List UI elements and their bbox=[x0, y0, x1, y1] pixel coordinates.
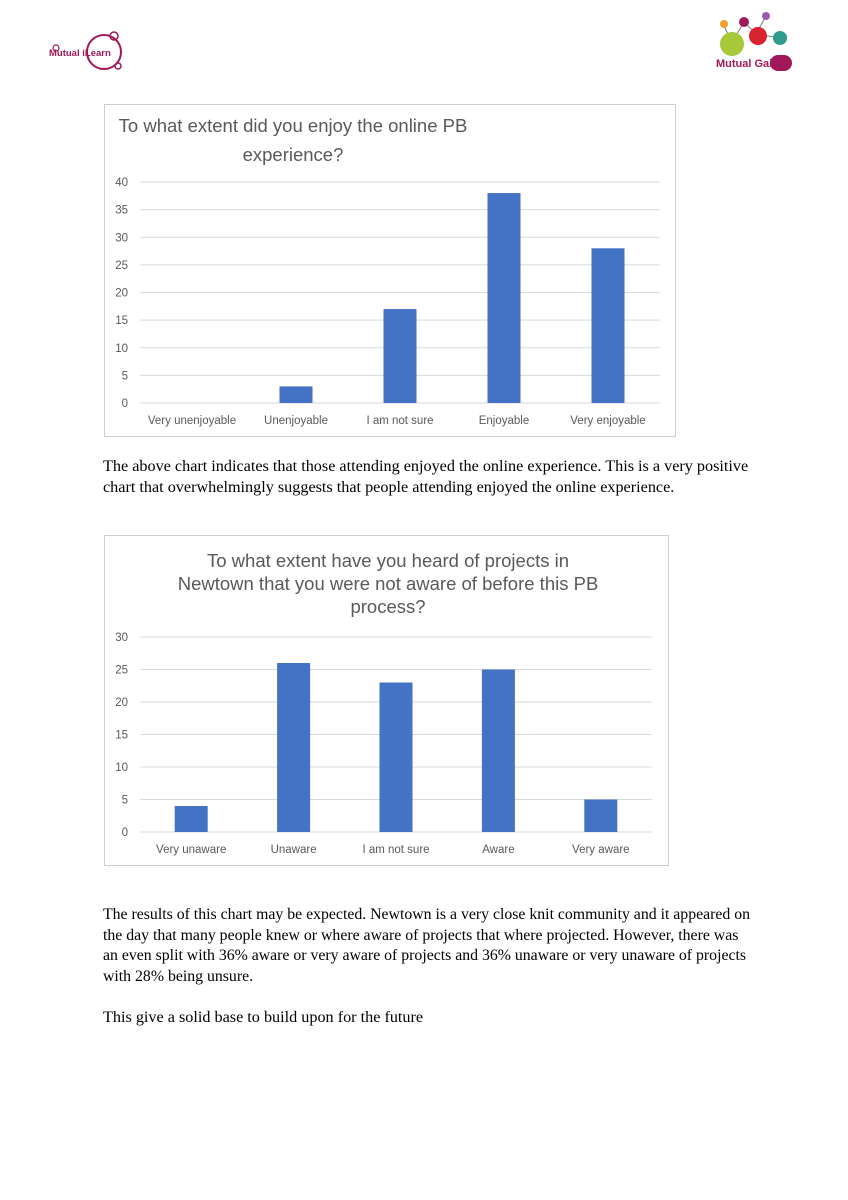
x-category-label: Very aware bbox=[572, 844, 630, 856]
chart-title-line: process? bbox=[350, 596, 426, 617]
bar bbox=[482, 670, 515, 833]
mutual-ilearn-logo bbox=[48, 28, 128, 78]
chart-title-line: Newtown that you were not aware of before this PB bbox=[177, 573, 599, 594]
bar bbox=[592, 248, 625, 403]
paragraph-1: The above chart indicates that those attending enjoyed the online experience. This is a very positive chart that overwhelmingly suggests that people attending enjoyed the online experience. bbox=[103, 457, 749, 496]
chart-title-line: To what extent have you heard of projects in bbox=[207, 550, 569, 571]
x-category-label: Very unenjoyable bbox=[147, 415, 237, 427]
y-tick-label: 15 bbox=[115, 729, 128, 742]
x-category-label: Enjoyable bbox=[478, 415, 530, 427]
x-category-label: Unenjoyable bbox=[264, 415, 328, 427]
y-tick-label: 5 bbox=[121, 370, 128, 383]
paragraph-2: The results of this chart may be expected. Newtown is a very close knit community and it appeared on the day that many people knew or where aware of projects that where projected. However, there was an even split with 36% aware or very aware of projects and 36% unaware or very unaware of projects with 28% being unsure. bbox=[103, 906, 751, 985]
x-category-label: Unaware bbox=[270, 844, 317, 856]
bar bbox=[380, 683, 413, 833]
bar bbox=[384, 309, 417, 403]
y-tick-label: 20 bbox=[115, 697, 128, 709]
x-category-label: Aware bbox=[482, 844, 515, 856]
bar bbox=[280, 386, 313, 403]
bar bbox=[488, 193, 521, 403]
y-tick-label: 25 bbox=[115, 259, 128, 272]
bar bbox=[277, 663, 310, 832]
right-logo-text: Mutual Gain bbox=[716, 58, 779, 70]
y-tick-label: 35 bbox=[115, 204, 128, 217]
chart-plot-area bbox=[115, 177, 660, 427]
mutual-gain-logo bbox=[714, 10, 794, 82]
y-tick-label: 10 bbox=[115, 342, 128, 355]
chart-enjoyment bbox=[104, 104, 676, 437]
x-category-label: Very unaware bbox=[156, 844, 227, 856]
y-tick-label: 25 bbox=[115, 664, 128, 677]
left-logo-text: Mutual iLearn bbox=[49, 48, 111, 59]
chart-enjoyment-svg bbox=[105, 105, 675, 436]
y-tick-label: 30 bbox=[115, 232, 128, 245]
bar bbox=[175, 806, 208, 832]
x-category-label: Very enjoyable bbox=[570, 415, 646, 427]
chart-title-line: To what extent did you enjoy the online PB bbox=[118, 115, 468, 136]
chart-awareness bbox=[104, 535, 669, 866]
y-tick-label: 5 bbox=[121, 794, 128, 807]
paragraph-3: This give a solid base to build upon for the future bbox=[103, 1008, 424, 1026]
x-category-label: I am not sure bbox=[362, 844, 430, 856]
y-tick-label: 20 bbox=[115, 287, 128, 300]
y-tick-label: 0 bbox=[121, 827, 128, 839]
chart-title-line: experience? bbox=[242, 144, 344, 165]
y-tick-label: 10 bbox=[115, 762, 128, 774]
x-category-label: I am not sure bbox=[366, 415, 434, 427]
y-tick-label: 40 bbox=[115, 177, 128, 189]
y-tick-label: 0 bbox=[121, 398, 128, 410]
bar bbox=[584, 800, 617, 833]
y-tick-label: 30 bbox=[115, 632, 128, 644]
y-tick-label: 15 bbox=[115, 315, 128, 328]
chart-awareness-svg bbox=[105, 536, 668, 865]
chart-plot-area bbox=[115, 632, 652, 856]
